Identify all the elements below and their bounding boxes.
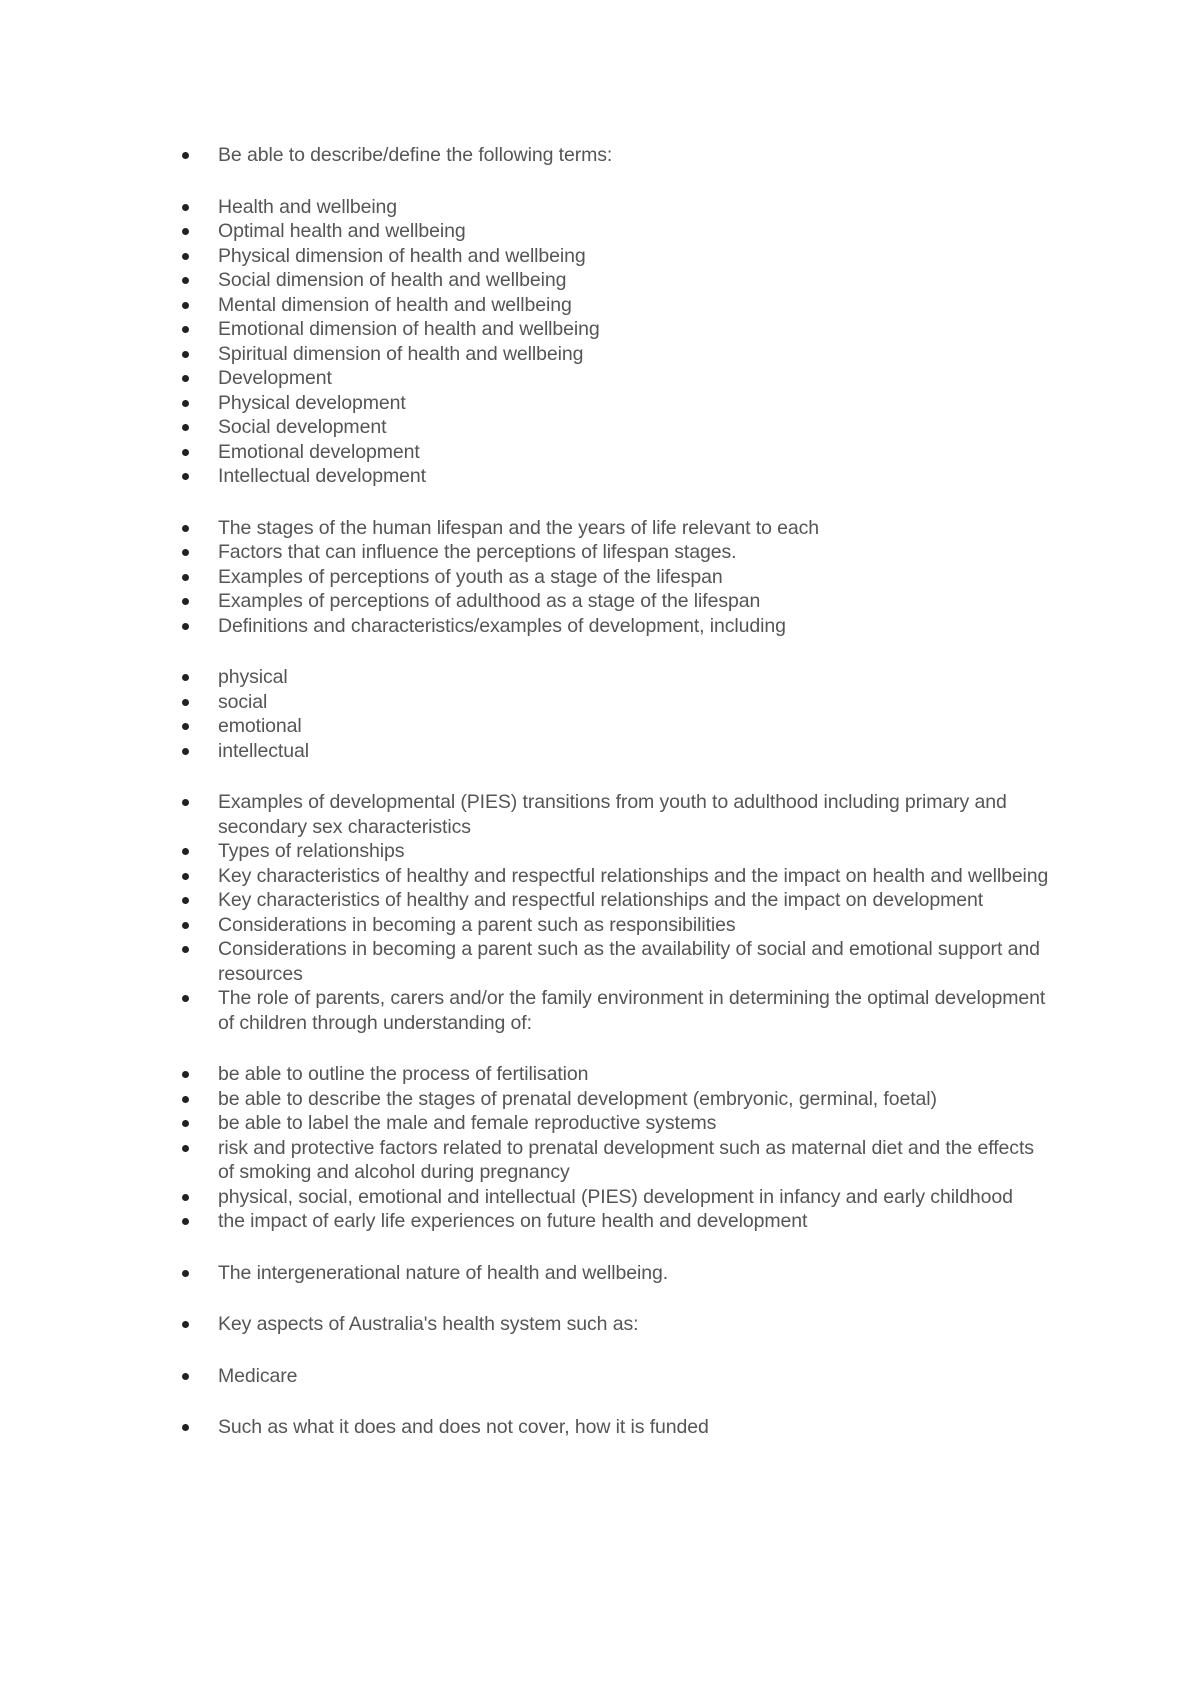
list-item: [0, 739, 1200, 764]
list-item-text: physical: [218, 666, 288, 688]
list-item: [0, 366, 1200, 391]
list-item-text: The intergenerational nature of health and wellbeing.: [218, 1261, 669, 1284]
list-item-text: Social development: [218, 416, 387, 438]
bullet-icon: [182, 873, 189, 880]
list-item-text: Physical development: [218, 391, 406, 414]
list-item-text: Examples of developmental (PIES) transitions from youth to adulthood including primary and secondary sex characteristics: [218, 791, 1007, 838]
list-item-text: Definitions and characteristics/examples of development, including: [218, 614, 786, 637]
bullet-list: [0, 195, 1200, 489]
list-item-text: Considerations in becoming a parent such as the availability of social and emotional support and resources: [218, 938, 1040, 985]
bullet-list: [0, 790, 1200, 1035]
bullet-icon: [182, 799, 189, 806]
list-item: [0, 1364, 1200, 1389]
list-item-text: Be able to describe/define the following terms:: [218, 144, 613, 166]
bullet-icon: [182, 375, 189, 382]
list-item: [0, 565, 1200, 590]
list-item: [0, 143, 1200, 168]
list-item: [0, 516, 1200, 541]
bullet-icon: [182, 549, 189, 556]
list-item: [0, 1209, 1200, 1234]
bullet-icon: [182, 1321, 189, 1328]
bullet-list: [0, 1062, 1200, 1234]
list-item-text: Development: [218, 367, 332, 389]
bullet-icon: [182, 946, 189, 953]
bullet-list: [0, 516, 1200, 639]
bullet-icon: [182, 598, 189, 605]
list-item-text: the impact of early life experiences on future health and development: [218, 1210, 808, 1232]
bullet-icon: [182, 897, 189, 904]
list-item: [0, 714, 1200, 739]
bullet-icon: [182, 748, 189, 755]
bullet-icon: [182, 1194, 189, 1201]
bullet-icon: [182, 326, 189, 333]
bullet-icon: [182, 253, 189, 260]
bullet-list: [0, 1364, 1200, 1389]
list-item-text: be able to label the male and female reproductive systems: [218, 1112, 717, 1134]
list-item: [0, 391, 1200, 416]
list-item: [0, 913, 1200, 938]
list-item-text: Intellectual development: [218, 465, 426, 487]
bullet-icon: [182, 525, 189, 532]
list-item-text: Key aspects of Australia's health system such as:: [218, 1313, 639, 1335]
list-item-text: Emotional dimension of health and wellbeing: [218, 318, 600, 340]
list-item: [0, 690, 1200, 715]
bullet-icon: [182, 848, 189, 855]
list-item: [0, 440, 1200, 465]
list-item: [0, 1312, 1200, 1337]
bullet-icon: [182, 674, 189, 681]
bullet-icon: [182, 204, 189, 211]
bullet-icon: [182, 1424, 189, 1431]
bullet-icon: [182, 424, 189, 431]
list-item-text: Examples of perceptions of adulthood as a stage of the lifespan: [218, 590, 761, 612]
list-item-text: The stages of the human lifespan and the years of life relevant to each: [218, 516, 820, 539]
list-item: [0, 219, 1200, 244]
bullet-icon: [182, 699, 189, 706]
list-item: [0, 317, 1200, 342]
bullet-icon: [182, 351, 189, 358]
list-item: [0, 540, 1200, 565]
bullet-icon: [182, 449, 189, 456]
list-item: [0, 1415, 1200, 1440]
list-item: [0, 342, 1200, 367]
list-item: [0, 1261, 1200, 1286]
list-item: [0, 415, 1200, 440]
list-item-text: Social dimension of health and wellbeing: [218, 269, 567, 291]
list-item-text: Physical dimension of health and wellbeing: [218, 244, 586, 267]
list-item-text: physical, social, emotional and intellectual (PIES) development in infancy and early childhood: [218, 1185, 1013, 1208]
list-item-text: Such as what it does and does not cover, how it is funded: [218, 1416, 709, 1438]
list-item-text: Key characteristics of healthy and respectful relationships and the impact on development: [218, 889, 984, 911]
bullet-icon: [182, 1373, 189, 1380]
bullet-icon: [182, 302, 189, 309]
bullet-icon: [182, 995, 189, 1002]
list-item: [0, 1062, 1200, 1087]
list-item: [0, 464, 1200, 489]
list-item-text: Types of relationships: [218, 840, 405, 862]
bullet-list: [0, 143, 1200, 168]
bullet-icon: [182, 1071, 189, 1078]
bullet-icon: [182, 473, 189, 480]
document-body: [0, 143, 1200, 1467]
bullet-icon: [182, 1218, 189, 1225]
list-item-text: be able to outline the process of fertilisation: [218, 1063, 589, 1085]
list-item-text: be able to describe the stages of prenatal development (embryonic, germinal, foetal): [218, 1087, 937, 1110]
list-item: [0, 244, 1200, 269]
list-item: [0, 195, 1200, 220]
list-item: [0, 790, 1200, 839]
list-item-text: Optimal health and wellbeing: [218, 220, 466, 242]
list-item-text: The role of parents, carers and/or the family environment in determining the optimal development of children through understanding of:: [218, 987, 1046, 1034]
list-item: [0, 888, 1200, 913]
list-item-text: social: [218, 690, 268, 713]
list-item: [0, 1136, 1200, 1185]
bullet-icon: [182, 1096, 189, 1103]
bullet-list: [0, 1312, 1200, 1337]
bullet-icon: [182, 228, 189, 235]
bullet-icon: [182, 623, 189, 630]
bullet-icon: [182, 922, 189, 929]
list-item: [0, 1087, 1200, 1112]
list-item-text: emotional: [218, 715, 302, 737]
bullet-icon: [182, 400, 189, 407]
bullet-list: [0, 665, 1200, 763]
list-item: [0, 1185, 1200, 1210]
list-item-text: risk and protective factors related to prenatal development such as maternal diet and the effects of smoking and alcohol during pregnancy: [218, 1136, 1034, 1183]
list-item-text: Medicare: [218, 1364, 298, 1387]
list-item-text: Key characteristics of healthy and respectful relationships and the impact on health and wellbeing: [218, 864, 1049, 887]
bullet-icon: [182, 152, 189, 159]
list-item: [0, 986, 1200, 1035]
bullet-icon: [182, 574, 189, 581]
list-item-text: Mental dimension of health and wellbeing: [218, 293, 572, 316]
list-item: [0, 589, 1200, 614]
bullet-list: [0, 1261, 1200, 1286]
bullet-icon: [182, 277, 189, 284]
bullet-list: [0, 1415, 1200, 1440]
list-item: [0, 268, 1200, 293]
list-item: [0, 839, 1200, 864]
list-item-text: Considerations in becoming a parent such as responsibilities: [218, 913, 736, 936]
list-item-text: Factors that can influence the perceptions of lifespan stages.: [218, 541, 737, 563]
list-item: [0, 614, 1200, 639]
bullet-icon: [182, 1270, 189, 1277]
list-item: [0, 1111, 1200, 1136]
bullet-icon: [182, 1120, 189, 1127]
list-item-text: Examples of perceptions of youth as a stage of the lifespan: [218, 565, 723, 588]
list-item: [0, 864, 1200, 889]
list-item-text: intellectual: [218, 739, 309, 762]
list-item: [0, 665, 1200, 690]
list-item: [0, 293, 1200, 318]
bullet-icon: [182, 1145, 189, 1152]
list-item-text: Spiritual dimension of health and wellbeing: [218, 342, 584, 365]
list-item-text: Health and wellbeing: [218, 195, 398, 218]
bullet-icon: [182, 723, 189, 730]
list-item: [0, 937, 1200, 986]
list-item-text: Emotional development: [218, 440, 420, 463]
